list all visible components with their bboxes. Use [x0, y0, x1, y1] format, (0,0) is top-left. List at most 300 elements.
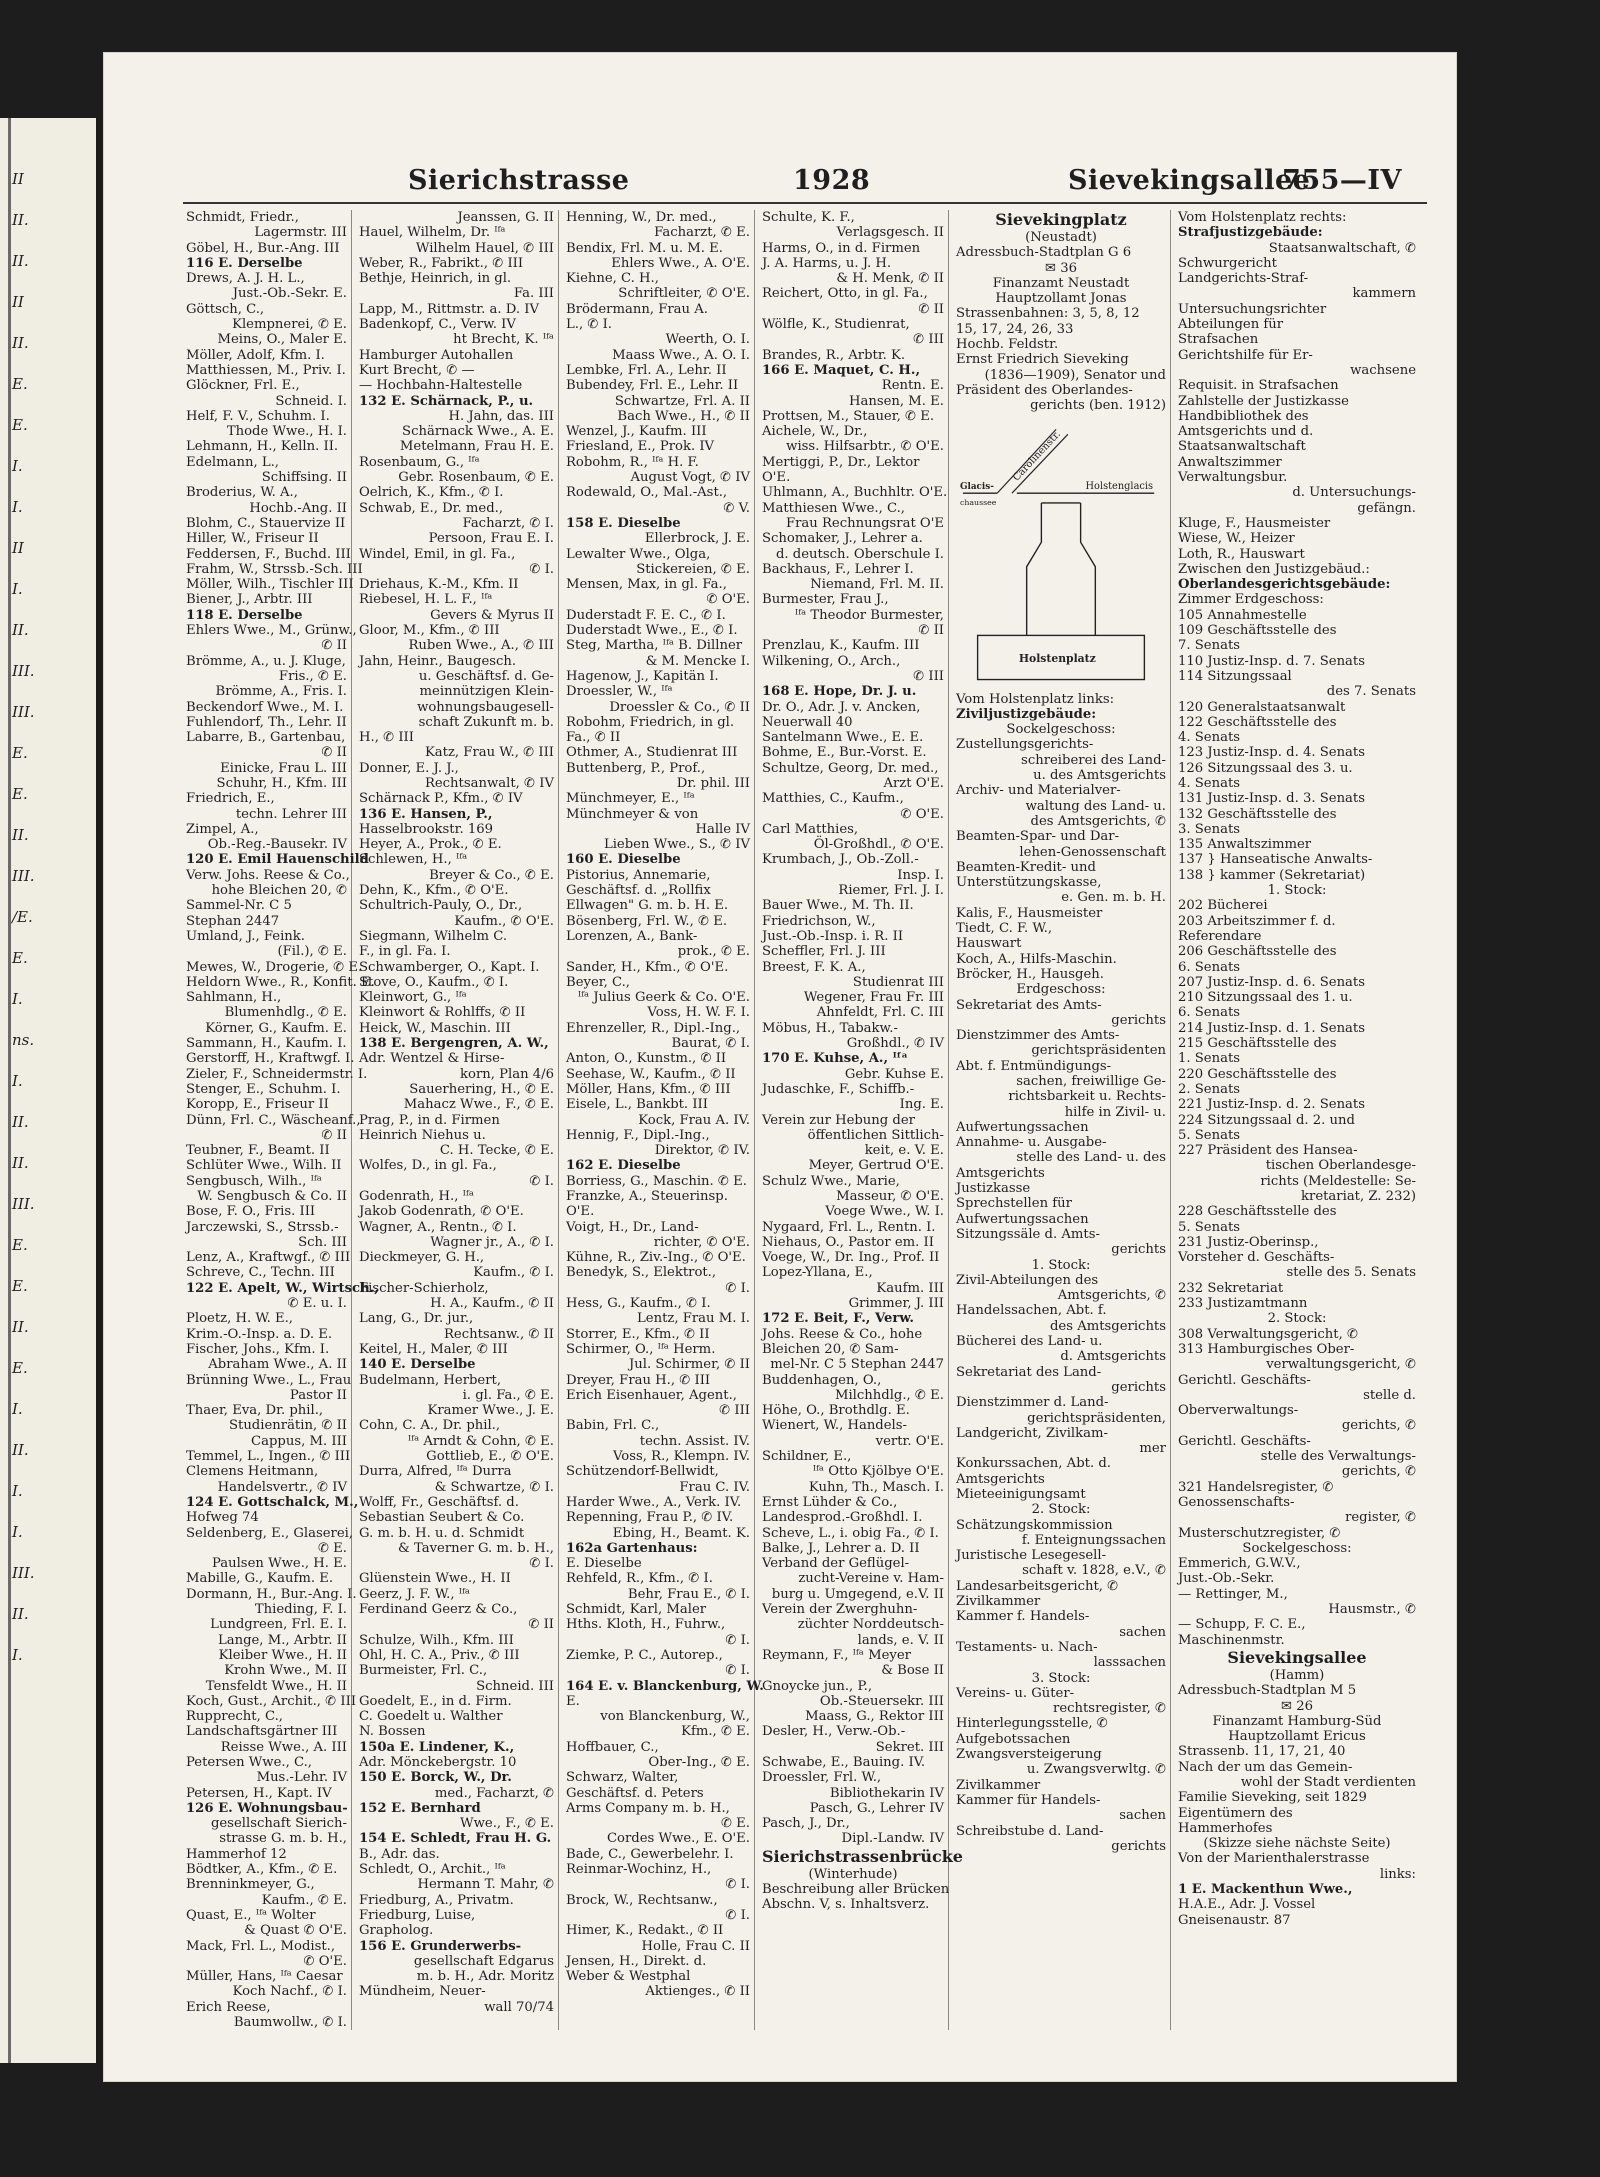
- directory-entry: Referendare: [1178, 928, 1262, 944]
- directory-entry: Musterschutzregister, ✆: [1178, 1525, 1341, 1541]
- header-left-street: Sierichstrasse: [408, 165, 630, 196]
- directory-entry: Breest, F. K. A.,: [762, 959, 866, 975]
- directory-entry: 224 Sitzungssaal d. 2. und: [1178, 1112, 1355, 1128]
- directory-entry: Verein zur Hebung der: [762, 1112, 915, 1128]
- directory-entry: Droessler, Frl. W.,: [762, 1770, 882, 1786]
- directory-entry: Jakob Godenrath, ✆ O'E.: [359, 1204, 524, 1220]
- directory-entry: Niehaus, O., Pastor em. II: [762, 1234, 934, 1250]
- previous-page-fragment: ns.: [12, 1031, 35, 1049]
- directory-entry: Verlagsgesch. II: [836, 225, 944, 241]
- directory-entry: Labarre, B., Gartenbau,: [186, 730, 346, 746]
- directory-entry: Schulte, K. F.,: [762, 210, 855, 225]
- directory-entry: Cohn, C. A., Dr. phil.,: [359, 1418, 501, 1434]
- directory-entry: L., ✆ I.: [566, 317, 612, 333]
- directory-entry: Dr. phil. III: [676, 775, 750, 791]
- directory-entry: 228 Geschäftsstelle des: [1178, 1204, 1337, 1220]
- section-heading: Sierichstrassenbrücke: [762, 1846, 963, 1866]
- directory-entry: Dienstzimmer d. Land-: [956, 1395, 1109, 1411]
- directory-entry: Wienert, W., Handels-: [762, 1418, 907, 1434]
- directory-entry: 227 Präsident des Hansea-: [1178, 1143, 1358, 1159]
- directory-entry: Umland, J., Feink.: [186, 928, 305, 944]
- directory-entry: & H. Menk, ✆ II: [836, 271, 944, 287]
- directory-entry: Sekretariat des Land-: [956, 1364, 1102, 1380]
- directory-entry: 138 } kammer (Sekretariat): [1178, 867, 1366, 883]
- directory-entry: gerichts: [1111, 1379, 1166, 1395]
- directory-entry: Möller, Adolf, Kfm. I.: [186, 347, 325, 363]
- directory-entry: Matthies, C., Kaufm.,: [762, 791, 904, 807]
- directory-entry: verwaltungsgericht, ✆: [1266, 1357, 1416, 1373]
- directory-entry: Strassenb. 11, 17, 21, 40: [1178, 1744, 1346, 1760]
- directory-entry: 233 Justizamtmann: [1178, 1296, 1308, 1312]
- directory-entry: techn. Assist. IV.: [639, 1433, 750, 1449]
- directory-entry: Blohm, C., Stauervize II: [186, 515, 346, 531]
- directory-entry: gerichts: [1111, 1012, 1166, 1028]
- directory-entry: Bethje, Heinrich, in gl.: [359, 271, 512, 287]
- directory-entry: wiss. Hilfsarbtr., ✆ O'E.: [786, 439, 944, 455]
- directory-entry: Vorsteher d. Geschäfts-: [1178, 1250, 1335, 1266]
- directory-entry: Lapp, M., Rittmstr. a. D. IV: [359, 301, 539, 317]
- directory-entry: Zwischen den Justizgebäud.:: [1178, 561, 1370, 577]
- directory-entry: Landschaftsgärtner III: [186, 1724, 338, 1740]
- previous-page-fragment: /E.: [12, 908, 33, 926]
- directory-entry: Familie Sieveking, seit 1829: [1178, 1790, 1367, 1806]
- directory-entry: Santelmann Wwe., E. E.: [762, 730, 924, 746]
- directory-entry: Aktienges., ✆ II: [645, 1984, 750, 2000]
- directory-entry: Behr, Frau E., ✆ I.: [627, 1586, 750, 1602]
- directory-entry: Koch, A., Hilfs-Maschin.: [956, 951, 1117, 967]
- previous-page-edge: [0, 118, 96, 2063]
- directory-entry: Handbibliothek des: [1178, 408, 1309, 424]
- column-2: [356, 210, 559, 2030]
- directory-entry: Facharzt, ✆ I.: [462, 515, 554, 531]
- directory-entry: Geschäftsf. d. „Rollfix: [566, 883, 711, 899]
- directory-entry: Backhaus, F., Lehrer I.: [762, 561, 914, 577]
- directory-entry: ✆ II: [528, 1617, 554, 1633]
- directory-entry: Fa., ✆ II: [566, 730, 621, 746]
- directory-entry: sachen: [1119, 1624, 1166, 1640]
- directory-entry: E. Dieselbe: [566, 1556, 642, 1572]
- directory-entry: Schuhr, H., Kfm. III: [216, 775, 347, 791]
- directory-entry: Johs. Reese & Co., hohe: [762, 1326, 923, 1342]
- directory-entry: ✆ E. u. I.: [287, 1296, 347, 1312]
- directory-entry: Testaments- u. Nach-: [956, 1639, 1098, 1655]
- directory-entry: Baurat, ✆ I.: [671, 1036, 750, 1052]
- directory-entry: mel-Nr. C 5 Stephan 2447: [770, 1357, 944, 1373]
- directory-entry: 150a E. Lindener, K.,: [359, 1739, 515, 1755]
- previous-page-fragment: III.: [12, 1564, 35, 1582]
- directory-entry: Amtsgerichts: [956, 1165, 1045, 1181]
- directory-entry: Riemer, Frl. J. I.: [838, 883, 944, 899]
- directory-entry: stelle d.: [1363, 1387, 1416, 1403]
- directory-entry: Möbus, H., Tabakw.-: [762, 1020, 898, 1036]
- directory-entry: Direktor, ✆ IV.: [654, 1143, 750, 1159]
- directory-entry: gerichtspräsidenten: [1031, 1043, 1166, 1059]
- directory-entry: Erich Reese,: [186, 1999, 271, 2015]
- directory-entry: Hoffbauer, C.,: [566, 1739, 659, 1755]
- previous-page-fragment: II: [12, 293, 24, 311]
- directory-entry: Sockelgeschoss:: [1006, 722, 1116, 738]
- directory-entry: Ob.-Reg.-Bausekr. IV: [207, 837, 347, 853]
- directory-entry: Holle, Frau C. II: [641, 1938, 750, 1954]
- directory-entry: Höhe, O., Brothdlg. E.: [762, 1403, 910, 1419]
- directory-entry: Verwaltungsbur.: [1178, 470, 1288, 486]
- directory-entry: H. A., Kaufm., ✆ II: [430, 1296, 554, 1312]
- directory-entry: Gloor, M., Kfm., ✆ III: [359, 623, 500, 639]
- directory-entry: Dieckmeyer, G. H.,: [359, 1250, 485, 1266]
- directory-entry: Sockelgeschoss:: [1242, 1540, 1352, 1556]
- directory-entry: ✆ I.: [529, 1556, 554, 1572]
- directory-entry: Baumwollw., ✆ I.: [233, 2015, 347, 2031]
- directory-entry: ✆ O'E.: [303, 1953, 347, 1969]
- directory-entry: Robohm, R., ᴵᶠᵃ H. F.: [566, 454, 699, 470]
- directory-entry: Dreyer, Frau H., ✆ III: [566, 1372, 711, 1388]
- directory-entry: Harms, O., in d. Firmen: [762, 240, 921, 256]
- directory-entry: Strassenbahnen: 3, 5, 8, 12: [956, 306, 1140, 322]
- directory-entry: Ahnfeldt, Frl. C. III: [816, 1005, 944, 1021]
- previous-page-fragment: E.: [12, 1359, 28, 1377]
- directory-entry: Nach der um das Gemein-: [1178, 1759, 1353, 1775]
- directory-entry: Möller, Wilh., Tischler III: [186, 577, 354, 593]
- previous-page-fragment: I.: [12, 1072, 23, 1090]
- directory-entry: Beamten-Kredit- und: [956, 859, 1096, 875]
- directory-entry: wohl der Stadt verdienten: [1240, 1774, 1416, 1790]
- previous-page-fragment: I.: [12, 498, 23, 516]
- directory-entry: Abt. f. Entmündigungs-: [956, 1058, 1112, 1074]
- directory-entry: Feddersen, F., Buchd. III: [186, 546, 351, 562]
- directory-entry: Finanzamt Hamburg-Süd: [1212, 1713, 1382, 1729]
- directory-entry: Justizkasse: [956, 1181, 1031, 1197]
- previous-page-fragment: I.: [12, 990, 23, 1008]
- directory-entry: mer: [1139, 1441, 1166, 1457]
- directory-entry: Halle IV: [695, 821, 750, 837]
- directory-entry: — Hochbahn-Haltestelle: [359, 378, 523, 394]
- directory-entry: Carl Matthies,: [762, 821, 859, 837]
- previous-page-fragment: I.: [12, 457, 23, 475]
- directory-entry: Tiedt, C. F. W.,: [956, 921, 1053, 937]
- directory-entry: Mewes, W., Drogerie, ✆ E.: [186, 959, 363, 975]
- directory-entry: F., in gl. Fa. I.: [359, 944, 451, 960]
- directory-entry: Ehlers Wwe., M., Grünw.,: [186, 623, 357, 639]
- directory-entry: Lang, G., Dr. jur.,: [359, 1311, 474, 1327]
- directory-entry: Koch, Gust., Archit., ✆ III: [186, 1693, 357, 1709]
- directory-entry: Schmidt, Friedr.,: [186, 210, 299, 225]
- directory-entry: Meins, O., Maler E.: [217, 332, 347, 348]
- directory-entry: gerichtspräsidenten,: [1027, 1410, 1166, 1426]
- directory-entry: 214 Justiz-Insp. d. 1. Senats: [1178, 1020, 1365, 1036]
- directory-entry: Ohl, H. C. A., Priv., ✆ III: [359, 1647, 520, 1663]
- directory-entry: Schärnack P., Kfm., ✆ IV: [359, 791, 523, 807]
- directory-entry: Öl-Großhdl., ✆ O'E.: [813, 837, 944, 853]
- directory-entry: Lange, M., Arbtr. II: [217, 1632, 347, 1648]
- directory-entry: 4. Senats: [1178, 775, 1241, 791]
- directory-entry: Brandes, R., Arbtr. K.: [762, 347, 906, 363]
- directory-entry: Hess, G., Kaufm., ✆ I.: [566, 1296, 711, 1312]
- directory-entry: (Neustadt): [1025, 230, 1097, 245]
- directory-entry: Hiller, W., Friseur II: [186, 531, 319, 547]
- directory-entry: Babin, Frl. C.,: [566, 1418, 660, 1434]
- directory-entry: Zahlstelle der Justizkasse: [1178, 393, 1349, 409]
- directory-entry: Lagermstr. III: [254, 225, 347, 241]
- directory-entry: Pastor II: [289, 1387, 347, 1403]
- directory-entry: Stenger, E., Schuhm. I.: [186, 1081, 341, 1097]
- map-svg: [958, 422, 1164, 684]
- directory-entry: Kühne, R., Ziv.-Ing., ✆ O'E.: [566, 1250, 746, 1266]
- directory-entry: ✆ II: [321, 1127, 347, 1143]
- directory-entry: Stickereien, ✆ E.: [636, 561, 750, 577]
- directory-entry: Eigentümern des: [1178, 1805, 1293, 1821]
- directory-entry: Storrer, E., Kfm., ✆ II: [566, 1326, 710, 1342]
- directory-entry: Finanzamt Neustadt: [992, 275, 1130, 291]
- directory-entry: Bibliothekarin IV: [829, 1785, 944, 1801]
- directory-entry: 3. Stock:: [1031, 1670, 1091, 1686]
- directory-entry: Hausmstr., ✆: [1328, 1602, 1416, 1618]
- previous-page-fragment: E.: [12, 375, 28, 393]
- directory-entry: Ploetz, H. W. E.,: [186, 1311, 293, 1327]
- directory-entry: Kammer für Handels-: [956, 1792, 1101, 1808]
- directory-entry: Schwartze, Frl. A. II: [614, 393, 750, 409]
- directory-entry: Kock, Frau A. IV.: [638, 1112, 750, 1128]
- directory-entry: Amtsgerichts: [956, 1471, 1045, 1487]
- directory-entry: Kramer Wwe., J. E.: [427, 1403, 554, 1419]
- directory-entry: Sebastian Seubert & Co.: [359, 1510, 525, 1526]
- directory-entry: 123 Justiz-Insp. d. 4. Senats: [1178, 745, 1365, 761]
- directory-entry: 156 E. Grunderwerbs-: [359, 1938, 522, 1954]
- directory-entry: 5. Senats: [1178, 1127, 1241, 1143]
- directory-entry: wall 70/74: [484, 1999, 554, 2015]
- directory-entry: 220 Geschäftsstelle des: [1178, 1066, 1337, 1082]
- previous-page-fragment: II.: [12, 1113, 29, 1131]
- directory-entry: Voege Wwe., W. I.: [825, 1204, 944, 1220]
- directory-entry: Rodewald, O., Mal.-Ast.,: [566, 485, 728, 501]
- directory-entry: ✆ V.: [723, 500, 750, 516]
- directory-entry: Bendix, Frl. M. u. M. E.: [566, 240, 723, 256]
- directory-entry: Adressbuch-Stadtplan G 6: [956, 245, 1132, 261]
- directory-entry: gesellschaft Edgarus: [413, 1953, 554, 1969]
- directory-entry: prok., ✆ E.: [677, 944, 750, 960]
- directory-entry: Bohme, E., Bur.-Vorst. E.: [762, 745, 927, 761]
- directory-entry: Cordes Wwe., E. O'E.: [606, 1831, 750, 1847]
- directory-entry: Lieben Wwe., S., ✆ IV: [603, 837, 750, 853]
- directory-entry: m. b. H., Adr. Moritz: [416, 1969, 554, 1985]
- column-1: [183, 210, 379, 2031]
- directory-entry: waltung des Land- u.: [1025, 798, 1166, 814]
- directory-entry: Verband der Geflügel-: [762, 1556, 910, 1572]
- directory-entry: Grimmer, J. III: [848, 1296, 944, 1312]
- directory-entry: Fris., ✆ E.: [278, 668, 347, 684]
- directory-entry: ✆ I.: [725, 1663, 750, 1679]
- directory-entry: ᴵᶠᵃ Arndt & Cohn, ✆ E.: [407, 1433, 554, 1449]
- directory-entry: Rehfeld, R., Kfm., ✆ I.: [566, 1571, 713, 1587]
- directory-entry: Voigt, H., Dr., Land-: [566, 1219, 699, 1235]
- directory-entry: ✆ I.: [725, 1907, 750, 1923]
- directory-entry: Zivilkammer: [956, 1777, 1041, 1793]
- directory-entry: Ziemke, P. C., Autorep.,: [566, 1647, 723, 1663]
- directory-entry: 138 E. Bergengren, A. W.,: [359, 1036, 549, 1052]
- directory-entry: Schulz Wwe., Marie,: [762, 1173, 900, 1189]
- directory-entry: 166 E. Maquet, C. H.,: [762, 362, 921, 378]
- directory-entry: schreiberei des Land-: [1021, 752, 1166, 768]
- directory-entry: Nygaard, Frl. L., Rentn. I.: [762, 1219, 936, 1235]
- directory-entry: Jeanssen, G. II: [457, 210, 554, 225]
- directory-entry: 6. Senats: [1178, 1005, 1241, 1021]
- directory-entry: des Amtsgerichts, ✆: [1030, 813, 1166, 829]
- directory-entry: Wilkening, O., Arch.,: [762, 653, 901, 669]
- directory-entry: Jahn, Heinr., Baugesch.: [359, 653, 517, 669]
- directory-entry: Archiv- und Materialver-: [956, 783, 1121, 799]
- directory-entry: ✆ I.: [725, 1632, 750, 1648]
- directory-entry: gefängn.: [1357, 500, 1416, 516]
- directory-entry: Budelmann, Herbert,: [359, 1372, 502, 1388]
- directory-entry: Grapholog.: [359, 1923, 434, 1939]
- directory-entry: Kluge, F., Hausmeister: [1178, 515, 1331, 531]
- directory-entry: schaft Zukunft m. b.: [418, 714, 554, 730]
- directory-entry: Mus.-Lehr. IV: [256, 1770, 347, 1786]
- directory-entry: Facharzt, ✆ E.: [654, 225, 750, 241]
- directory-entry: Heinrich Niehus u.: [359, 1127, 486, 1143]
- directory-entry: Zivil-Abteilungen des: [956, 1272, 1099, 1288]
- directory-entry: Reymann, F., ᴵᶠᵃ Meyer: [762, 1647, 911, 1663]
- directory-entry: schaft v. 1828, e.V., ✆: [1022, 1563, 1166, 1579]
- directory-entry: Kaufm. III: [876, 1280, 944, 1296]
- directory-entry: Milchhdlg., ✆ E.: [834, 1387, 944, 1403]
- directory-entry: Friedrich, E.,: [186, 791, 275, 807]
- directory-entry: Aichele, W., Dr.,: [762, 424, 868, 440]
- previous-page-fragment: II.: [12, 211, 29, 229]
- directory-entry: Broderius, W. A.,: [186, 485, 298, 501]
- directory-entry: Schlewen, H., ᴵᶠᵃ: [359, 852, 468, 868]
- directory-entry: Harder Wwe., A., Verk. IV.: [566, 1494, 742, 1510]
- directory-page: [103, 52, 1457, 2082]
- directory-entry: Kammer f. Handels-: [956, 1609, 1090, 1625]
- directory-entry: Scheffler, Frl. J. III: [762, 944, 886, 960]
- previous-page-fragment: III.: [12, 662, 35, 680]
- directory-entry: — Rettinger, M.,: [1178, 1586, 1288, 1602]
- directory-entry: Himer, K., Redakt., ✆ II: [566, 1923, 724, 1939]
- directory-entry: Sahlmann, H.,: [186, 990, 282, 1006]
- directory-entry: — Schupp, F. C. E.,: [1178, 1617, 1306, 1633]
- directory-entry: Vom Holstenplatz rechts:: [1178, 210, 1347, 225]
- directory-entry: Burmester, Frau J.,: [762, 592, 889, 608]
- previous-page-fragment: II.: [12, 826, 29, 844]
- directory-entry: Müller, Hans, ᴵᶠᵃ Caesar: [186, 1969, 343, 1985]
- directory-entry: Studienrätin, ✆ II: [228, 1418, 347, 1434]
- directory-entry: Abraham Wwe., A. II: [208, 1357, 347, 1373]
- directory-entry: Donner, E. J. J.,: [359, 760, 459, 776]
- directory-entry: Sengbusch, Wilh., ᴵᶠᵃ: [186, 1173, 322, 1189]
- directory-entry: Arzt O'E.: [883, 775, 944, 791]
- directory-entry: Paulsen Wwe., H. E.: [211, 1556, 347, 1572]
- directory-entry: Kleinwort, G., ᴵᶠᵃ: [359, 990, 467, 1006]
- directory-entry: u. Geschäftsf. d. Ge-: [418, 668, 554, 684]
- directory-entry: Hermann T. Mahr, ✆: [417, 1877, 554, 1893]
- directory-entry: Amtsgerichts, ✆: [1057, 1288, 1166, 1304]
- directory-entry: 132 E. Schärnack, P., u.: [359, 393, 534, 409]
- directory-entry: 206 Geschäftsstelle des: [1178, 944, 1337, 960]
- directory-entry: Masseur, ✆ O'E.: [836, 1189, 944, 1204]
- header-page-number: 755—IV: [1282, 165, 1402, 196]
- directory-entry: Beckendorf Wwe., M. I.: [186, 699, 344, 715]
- directory-entry: Hasselbrookstr. 169: [359, 821, 494, 837]
- previous-page-fragment: II.: [12, 1605, 29, 1623]
- directory-entry: 3. Senats: [1178, 821, 1241, 837]
- directory-entry: sachen: [1119, 1808, 1166, 1824]
- directory-entry: Strafjustizgebäude:: [1178, 225, 1323, 241]
- directory-entry: Gerstorff, H., Kraftwgf. I.: [186, 1051, 355, 1067]
- directory-entry: Bösenberg, Frl. W., ✆ E.: [566, 913, 728, 929]
- previous-page-fragment: III.: [12, 703, 35, 721]
- directory-entry: Amtsgerichts und d.: [1178, 424, 1314, 440]
- directory-entry: Siegmann, Wilhelm C.: [359, 928, 508, 944]
- directory-entry: d. deutsch. Oberschule I.: [775, 546, 944, 562]
- directory-entry: Brünning Wwe., L., Frau: [186, 1372, 352, 1388]
- directory-entry: (Skizze siehe nächste Seite): [1203, 1836, 1391, 1852]
- directory-entry: Oberlandesgerichtsgebäude:: [1178, 577, 1391, 593]
- directory-entry: Brenninkmeyer, G.,: [186, 1877, 315, 1893]
- directory-entry: 120 E. Emil Hauenschild: [186, 852, 369, 868]
- directory-entry: ᴵᶠᵃ Otto Kjölbye O'E.: [812, 1464, 944, 1480]
- directory-entry: Sammann, H., Kaufm. I.: [186, 1036, 347, 1052]
- directory-entry: Helf, F. V., Schuhm. I.: [186, 408, 330, 424]
- directory-entry: Prottsen, M., Stauer, ✆ E.: [762, 408, 935, 424]
- directory-entry: Frau Rechnungsrat O'E: [785, 515, 944, 531]
- directory-entry: Weber & Westphal: [566, 1969, 691, 1985]
- directory-entry: Hauel, Wilhelm, Dr. ᴵᶠᵃ: [359, 225, 506, 241]
- directory-entry: 162a Gartenhaus:: [566, 1540, 698, 1556]
- directory-entry: Biener, J., Arbtr. III: [186, 592, 313, 608]
- directory-entry: techn. Lehrer III: [235, 806, 347, 822]
- directory-entry: 231 Justiz-Oberinsp.,: [1178, 1234, 1319, 1250]
- previous-page-fragment: I.: [12, 1646, 23, 1664]
- directory-entry: Weber, R., Fabrikt., ✆ III: [359, 255, 524, 271]
- directory-entry: u. des Amtsgerichts: [1033, 768, 1166, 784]
- directory-entry: Gnoycke jun., P.,: [762, 1678, 873, 1694]
- directory-entry: ✆ III: [913, 668, 944, 684]
- directory-entry: gerichts, ✆: [1341, 1418, 1416, 1434]
- directory-entry: Von der Marienthalerstrasse: [1178, 1851, 1370, 1867]
- previous-page-fragment: II: [12, 170, 24, 188]
- directory-entry: Hauptzollamt Ericus: [1228, 1729, 1366, 1745]
- directory-entry: Hochb.-Ang. II: [249, 500, 347, 516]
- directory-entry: 135 Anwaltszimmer: [1178, 837, 1312, 853]
- directory-entry: Just.-Ob.-Sekr.: [1178, 1571, 1275, 1587]
- directory-entry: Borriess, G., Maschin. ✆ E.: [566, 1173, 747, 1189]
- directory-entry: Stephan 2447: [186, 913, 280, 929]
- directory-entry: & M. Mencke I.: [645, 653, 750, 669]
- previous-page-fragment: E.: [12, 949, 28, 967]
- directory-entry: Bubendey, Frl. E., Lehr. II: [566, 378, 739, 394]
- directory-entry: Wolfes, D., in gl. Fa.,: [359, 1158, 497, 1174]
- map-label-holstenglacis: Holstenglacis: [1085, 480, 1154, 492]
- directory-entry: 203 Arbeitszimmer f. d.: [1178, 913, 1336, 929]
- directory-entry: Vom Holstenplatz links:: [956, 691, 1115, 707]
- directory-entry: Sauerhering, H., ✆ E.: [409, 1081, 554, 1097]
- directory-entry: Verein der Zwerghuhn-: [762, 1602, 918, 1618]
- directory-entry: Lundgreen, Frl. E. I.: [210, 1617, 347, 1633]
- directory-entry: Wegener, Frau Fr. III: [803, 990, 944, 1006]
- directory-entry: O'E.: [762, 470, 791, 486]
- directory-entry: Heyer, A., Prok., ✆ E.: [359, 837, 502, 853]
- directory-entry: 114 Sitzungssaal: [1178, 668, 1292, 684]
- directory-entry: ✆ E.: [317, 1540, 347, 1556]
- directory-entry: Abteilungen für: [1178, 317, 1284, 333]
- directory-entry: C. H. Tecke, ✆ E.: [439, 1143, 554, 1159]
- directory-entry: Mabille, G., Kaufm. E.: [186, 1571, 334, 1587]
- directory-entry: Einicke, Frau L. III: [220, 760, 347, 776]
- directory-entry: Uhlmann, A., Buchhltr. O'E.: [762, 485, 948, 501]
- directory-entry: links:: [1379, 1866, 1416, 1882]
- directory-entry: 116 E. Derselbe: [186, 255, 303, 271]
- directory-entry: Göbel, H., Bur.-Ang. III: [186, 240, 340, 256]
